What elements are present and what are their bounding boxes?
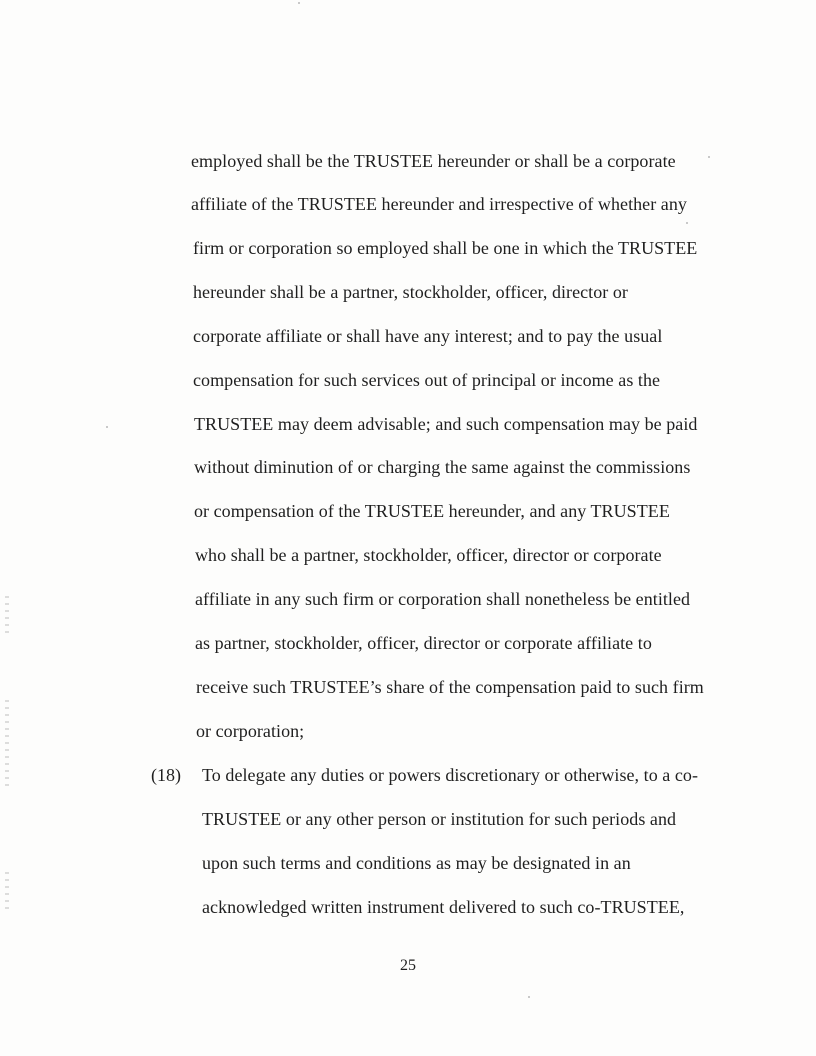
body-line-1: employed shall be the TRUSTEE hereunder or shall be a corporate [191,151,676,171]
page-number: 25 [400,957,416,974]
scan-speck [686,222,688,224]
body-line-3: firm or corporation so employed shall be one in which the TRUSTEE [193,238,698,258]
scan-margin-mark [5,596,9,636]
item-line-3: upon such terms and conditions as may be designated in an [202,853,631,873]
item-number: (18) [151,765,181,785]
scan-speck [708,156,710,158]
item-line-1: To delegate any duties or powers discretionary or otherwise, to a co- [202,765,699,785]
item-line-2: TRUSTEE or any other person or institution for such periods and [202,809,677,829]
scan-margin-mark [5,872,9,912]
scan-margin-mark [5,700,9,790]
scan-speck [298,2,300,4]
body-line-2: affiliate of the TRUSTEE hereunder and irrespective of whether any [191,194,687,214]
body-line-4: hereunder shall be a partner, stockholder, officer, director or [193,282,628,302]
item-line-4: acknowledged written instrument delivered to such co-TRUSTEE, [202,897,685,917]
scan-speck [106,426,108,428]
body-line-6: compensation for such services out of principal or income as the [193,370,661,390]
body-line-8: without diminution of or charging the same against the commissions [194,457,691,477]
body-line-12: as partner, stockholder, officer, director or corporate affiliate to [195,633,652,653]
scan-speck [528,996,530,998]
body-line-9: or compensation of the TRUSTEE hereunder, and any TRUSTEE [194,501,670,521]
body-line-13: receive such TRUSTEE’s share of the compensation paid to such firm [196,677,704,697]
body-line-5: corporate affiliate or shall have any interest; and to pay the usual [193,326,663,346]
body-line-11: affiliate in any such firm or corporation shall nonetheless be entitled [195,589,691,609]
body-line-7: TRUSTEE may deem advisable; and such compensation may be paid [194,414,698,434]
body-line-14: or corporation; [196,721,305,741]
body-line-10: who shall be a partner, stockholder, officer, director or corporate [195,545,662,565]
